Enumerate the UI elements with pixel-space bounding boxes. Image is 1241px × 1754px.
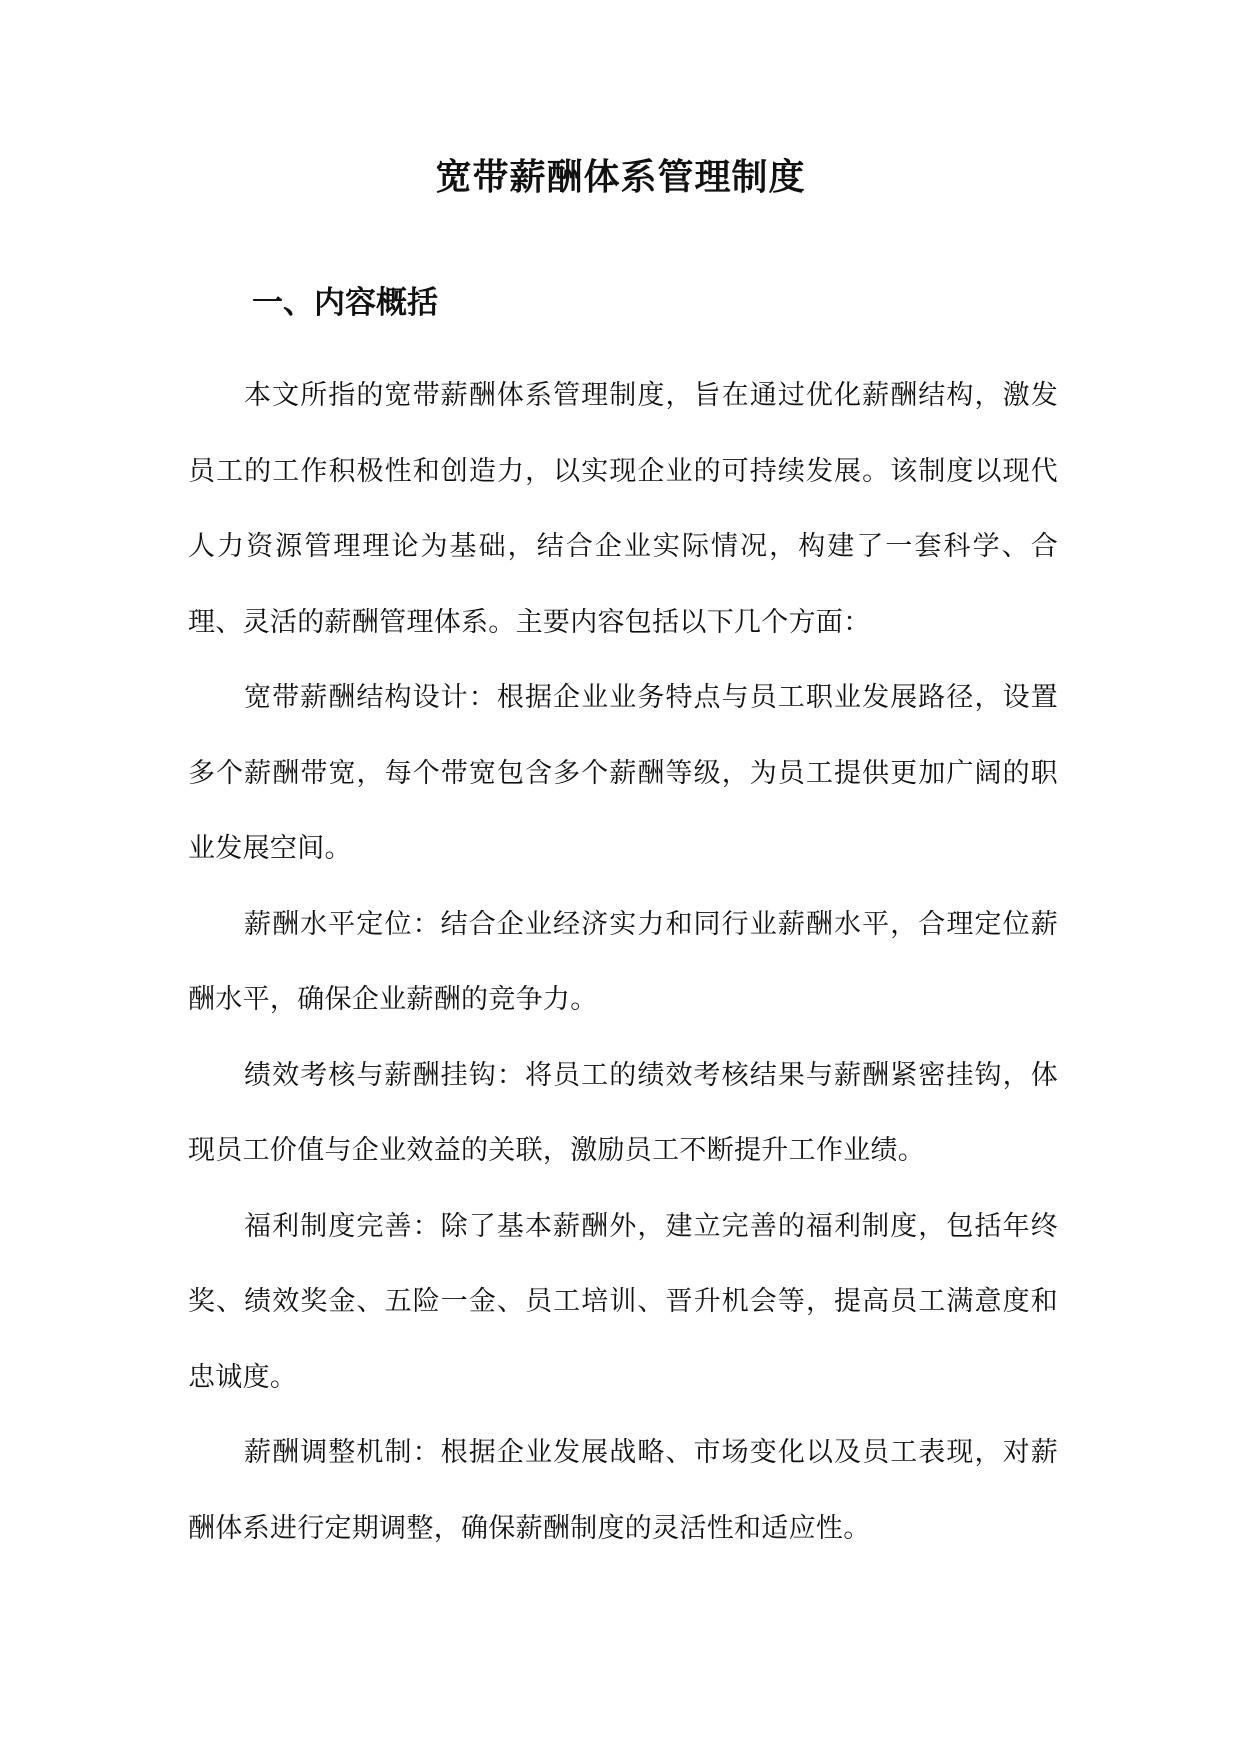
paragraph-level-positioning: 薪酬水平定位：结合企业经济实力和同行业薪酬水平，合理定位薪酬水平，确保企业薪酬的竞争力。 bbox=[188, 908, 1058, 1015]
document-title: 宽带薪酬体系管理制度 bbox=[435, 156, 806, 198]
paragraph-structure-design: 宽带薪酬结构设计：根据企业业务特点与员工职业发展路径，设置多个薪酬带宽，每个带宽包含多个薪酬等级，为员工提供更加广阔的职业发展空间。 bbox=[188, 682, 1058, 864]
paragraph-adjustment: 薪酬调整机制：根据企业发展战略、市场变化以及员工表现，对薪酬体系进行定期调整，确保薪酬制度的灵活性和适应性。 bbox=[188, 1437, 1058, 1544]
paragraph-welfare: 福利制度完善：除了基本薪酬外，建立完善的福利制度，包括年终奖、绩效奖金、五险一金、员工培训、晋升机会等，提高员工满意度和忠诚度。 bbox=[188, 1210, 1058, 1393]
section-heading: 一、内容概括 bbox=[252, 285, 438, 321]
paragraph-performance-link: 绩效考核与薪酬挂钩：将员工的绩效考核结果与薪酬紧密挂钩，体现员工价值与企业效益的关联，激励员工不断提升工作业绩。 bbox=[188, 1059, 1058, 1166]
document-body bbox=[188, 358, 1058, 1566]
paragraph-overview: 本文所指的宽带薪酬体系管理制度，旨在通过优化薪酬结构，激发员工的工作积极性和创造力，以实现企业的可持续发展。该制度以现代人力资源管理理论为基础，结合企业实际情况，构建了一套科学、合理、灵活的薪酬管理体系。主要内容包括以下几个方面： bbox=[188, 380, 1058, 638]
